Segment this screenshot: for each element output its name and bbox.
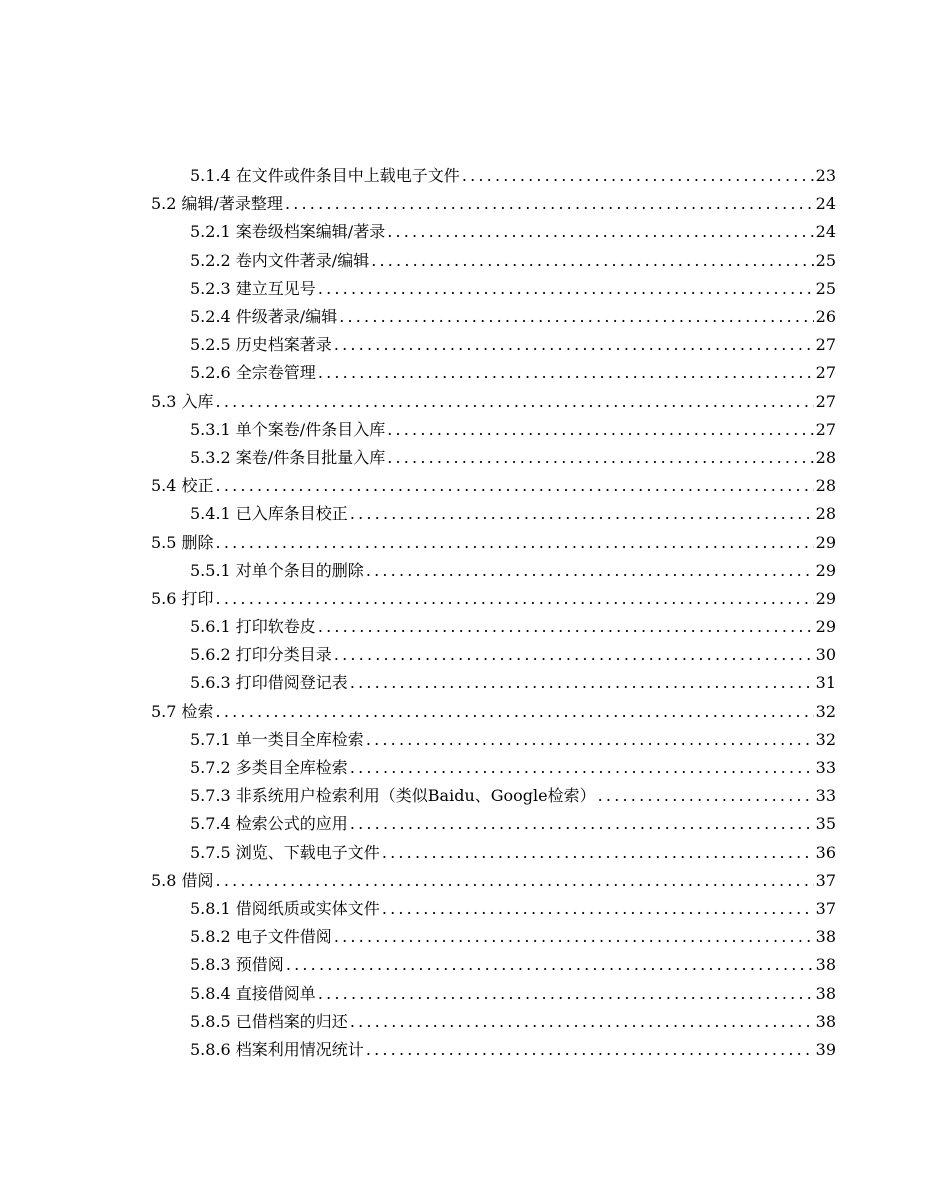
toc-entry-page-number: 38 [815, 1011, 836, 1031]
toc-entry-page-number: 29 [815, 617, 836, 637]
toc-entry-title: 5.1.4 在文件或件条目中上载电子文件 [190, 166, 460, 186]
toc-entry-title: 5.3.1 单个案卷/件条目入库 [190, 419, 386, 439]
toc-entry-line [190, 162, 950, 190]
toc-entry-title: 5.2.6 全宗卷管理 [190, 363, 316, 383]
toc-entry-line [190, 1036, 950, 1064]
toc-entry-title: 5.7.3 非系统用户检索利用（类似Baidu、Google检索） [190, 786, 596, 806]
toc-entry-page-number: 28 [815, 504, 836, 524]
toc-entry-line [190, 275, 950, 303]
toc-entry-line [190, 247, 950, 275]
dot-leader [216, 867, 814, 895]
toc-entry[interactable] [0, 585, 950, 613]
dot-leader [366, 726, 814, 754]
toc-entry-page-number: 25 [815, 250, 836, 270]
toc-entry-line [190, 613, 950, 641]
dot-leader [334, 331, 814, 359]
toc-entry-line [190, 726, 950, 754]
toc-entry[interactable] [0, 754, 950, 782]
toc-entry[interactable] [0, 331, 950, 359]
dot-leader [350, 500, 814, 528]
toc-entry-page-number: 39 [815, 1039, 836, 1059]
toc-entry-title: 5.8.4 直接借阅单 [190, 983, 316, 1003]
toc-entry[interactable] [0, 444, 950, 472]
toc-entry-page-number: 29 [815, 560, 836, 580]
toc-entry-title: 5.2.4 件级著录/编辑 [190, 307, 338, 327]
toc-entry-title: 5.6.3 打印借阅登记表 [190, 673, 348, 693]
toc-entry[interactable] [0, 247, 950, 275]
toc-entry[interactable] [0, 500, 950, 528]
dot-leader [350, 810, 814, 838]
dot-leader [318, 275, 814, 303]
toc-entry-line [190, 218, 950, 246]
dot-leader [387, 218, 813, 246]
toc-entry-line [151, 585, 950, 613]
toc-entry-page-number: 29 [815, 588, 836, 608]
dot-leader [334, 923, 814, 951]
dot-leader [286, 951, 814, 979]
toc-entry[interactable] [0, 895, 950, 923]
toc-entry-line [190, 641, 950, 669]
toc-entry-line [151, 190, 950, 218]
dot-leader [216, 388, 814, 416]
toc-entry-page-number: 38 [815, 955, 836, 975]
toc-entry-line [190, 895, 950, 923]
toc-entry-line [151, 867, 950, 895]
dot-leader [350, 669, 814, 697]
toc-entry-title: 5.4 校正 [151, 476, 214, 496]
toc-entry-page-number: 35 [815, 814, 836, 834]
toc-entry-page-number: 30 [815, 645, 836, 665]
toc-entry-line [190, 416, 950, 444]
toc-entry[interactable] [0, 698, 950, 726]
toc-entry-page-number: 27 [815, 419, 836, 439]
toc-entry-line [190, 754, 950, 782]
toc-entry[interactable] [0, 388, 950, 416]
toc-entry-title: 5.7.2 多类目全库检索 [190, 758, 348, 778]
toc-entry-title: 5.7 检索 [151, 701, 214, 721]
toc-entry-page-number: 27 [815, 391, 836, 411]
toc-entry[interactable] [0, 218, 950, 246]
toc-entry-page-number: 38 [815, 927, 836, 947]
toc-entry[interactable] [0, 303, 950, 331]
dot-leader [285, 190, 814, 218]
dot-leader [216, 698, 814, 726]
dot-leader [382, 839, 814, 867]
toc-entry-title: 5.2.5 历史档案著录 [190, 335, 332, 355]
toc-entry-title: 5.7.1 单一类目全库检索 [190, 729, 364, 749]
toc-entry-page-number: 29 [815, 532, 836, 552]
toc-entry-page-number: 24 [815, 222, 836, 242]
dot-leader [598, 782, 814, 810]
toc-entry-page-number: 23 [815, 166, 836, 186]
toc-entry-page-number: 24 [815, 194, 836, 214]
toc-entry[interactable] [0, 359, 950, 387]
dot-leader [462, 162, 814, 190]
dot-leader [334, 641, 814, 669]
toc-entry-title: 5.6.1 打印软卷皮 [190, 617, 316, 637]
dot-leader [387, 416, 813, 444]
toc-entry-line [190, 782, 950, 810]
toc-entry-line [190, 331, 950, 359]
toc-entry-line [151, 472, 950, 500]
toc-entry[interactable] [0, 979, 950, 1007]
toc-entry-title: 5.5 删除 [151, 532, 214, 552]
toc-entry-line [190, 359, 950, 387]
toc-entry[interactable] [0, 641, 950, 669]
toc-entry[interactable] [0, 416, 950, 444]
toc-entry-line [190, 1008, 950, 1036]
toc-entry[interactable] [0, 613, 950, 641]
toc-entry[interactable] [0, 839, 950, 867]
toc-entry[interactable] [0, 951, 950, 979]
toc-entry-page-number: 28 [815, 447, 836, 467]
dot-leader [318, 613, 814, 641]
toc-entry-page-number: 32 [815, 701, 836, 721]
toc-entry-page-number: 32 [815, 729, 836, 749]
toc-entry-page-number: 28 [815, 476, 836, 496]
toc-entry-line [190, 303, 950, 331]
toc-entry[interactable] [0, 923, 950, 951]
dot-leader [318, 359, 814, 387]
toc-entry-title: 5.2.3 建立互见号 [190, 278, 316, 298]
toc-entry-line [151, 698, 950, 726]
toc-entry[interactable] [0, 1036, 950, 1064]
toc-entry-page-number: 37 [815, 870, 836, 890]
toc-entry-title: 5.3 入库 [151, 391, 214, 411]
toc-entry-page-number: 38 [815, 983, 836, 1003]
toc-entry-line [190, 810, 950, 838]
toc-entry[interactable] [0, 190, 950, 218]
toc-entry-page-number: 37 [815, 898, 836, 918]
toc-entry-page-number: 33 [815, 786, 836, 806]
dot-leader [216, 585, 814, 613]
toc-entry-page-number: 26 [815, 307, 836, 327]
toc-entry-title: 5.8.2 电子文件借阅 [190, 927, 332, 947]
toc-entry-title: 5.2.1 案卷级档案编辑/著录 [190, 222, 386, 242]
toc-entry-page-number: 33 [815, 758, 836, 778]
toc-entry[interactable] [0, 528, 950, 556]
toc-entry-line [190, 951, 950, 979]
toc-entry-page-number: 25 [815, 278, 836, 298]
toc-entry-page-number: 36 [815, 842, 836, 862]
toc-entry-title: 5.8.6 档案利用情况统计 [190, 1039, 364, 1059]
toc-entry-title: 5.7.5 浏览、下载电子文件 [190, 842, 380, 862]
table-of-contents [0, 162, 950, 1064]
toc-entry-line [151, 388, 950, 416]
toc-entry[interactable] [0, 867, 950, 895]
dot-leader [216, 529, 814, 557]
toc-entry[interactable] [0, 1008, 950, 1036]
toc-entry-line [190, 980, 950, 1008]
toc-entry-page-number: 31 [815, 673, 836, 693]
toc-entry[interactable] [0, 557, 950, 585]
dot-leader [366, 1036, 814, 1064]
toc-entry-title: 5.8 借阅 [151, 870, 214, 890]
dot-leader [318, 980, 814, 1008]
toc-entry-line [190, 444, 950, 472]
toc-entry-line [190, 839, 950, 867]
toc-entry[interactable] [0, 810, 950, 838]
dot-leader [216, 472, 814, 500]
toc-entry-title: 5.6.2 打印分类目录 [190, 645, 332, 665]
toc-entry-title: 5.3.2 案卷/件条目批量入库 [190, 447, 386, 467]
toc-entry-title: 5.2 编辑/著录整理 [151, 194, 283, 214]
toc-entry[interactable] [0, 162, 950, 190]
toc-entry-title: 5.7.4 检索公式的应用 [190, 814, 348, 834]
toc-entry-page-number: 27 [815, 363, 836, 383]
dot-leader [366, 557, 814, 585]
toc-entry-page-number: 27 [815, 335, 836, 355]
toc-entry-line [190, 669, 950, 697]
toc-entry-title: 5.8.3 预借阅 [190, 955, 284, 975]
toc-entry-title: 5.2.2 卷内文件著录/编辑 [190, 250, 370, 270]
dot-leader [350, 754, 814, 782]
dot-leader [387, 444, 813, 472]
dot-leader [382, 895, 814, 923]
toc-entry[interactable] [0, 472, 950, 500]
dot-leader [371, 247, 813, 275]
toc-entry-title: 5.5.1 对单个条目的删除 [190, 560, 364, 580]
toc-entry[interactable] [0, 275, 950, 303]
toc-entry-title: 5.8.5 已借档案的归还 [190, 1011, 348, 1031]
toc-entry-line [151, 529, 950, 557]
dot-leader [339, 303, 813, 331]
toc-entry[interactable] [0, 669, 950, 697]
toc-entry-title: 5.6 打印 [151, 588, 214, 608]
toc-entry-title: 5.8.1 借阅纸质或实体文件 [190, 898, 380, 918]
toc-entry[interactable] [0, 782, 950, 810]
toc-entry-title: 5.4.1 已入库条目校正 [190, 504, 348, 524]
dot-leader [350, 1008, 814, 1036]
toc-entry-line [190, 923, 950, 951]
toc-entry-line [190, 557, 950, 585]
toc-entry-line [190, 500, 950, 528]
toc-entry[interactable] [0, 726, 950, 754]
